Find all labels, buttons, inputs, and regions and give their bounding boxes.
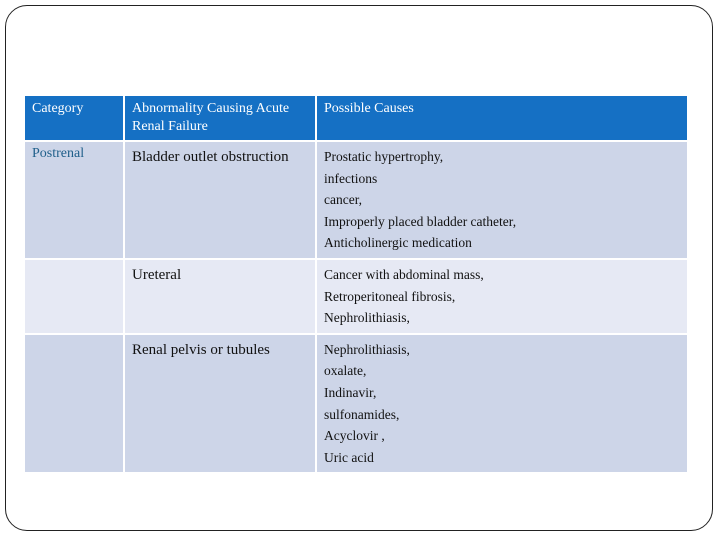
category-cell [25,260,123,333]
cause-item: Indinavir, [324,384,377,400]
causes-cell [317,260,687,333]
abnormality-cell: Bladder outlet obstruction [125,142,315,258]
cause-item: Uric acid [324,449,374,465]
cause-item: sulfonamides, [324,406,400,422]
table-row [25,260,687,333]
cause-item: Anticholinergic medication [324,235,472,251]
header-causes: Possible Causes [317,96,687,140]
table-header-row [25,96,687,140]
category-cell [25,335,123,473]
cause-item: infections [324,170,378,186]
table-row [25,335,687,473]
header-abnormality: Abnormality Causing Acute Renal Failure [125,96,315,140]
causes-cell [317,142,687,258]
causes-cell [317,335,687,473]
table-row [25,142,687,258]
cause-item: Acyclovir , [324,428,385,444]
cause-item: Improperly placed bladder catheter, [324,213,517,229]
cause-item: Nephrolithiasis, [324,310,410,326]
cause-item: Prostatic hypertrophy, [324,149,444,164]
abnormality-cell: Ureteral [125,260,315,333]
cause-item: oxalate, [324,363,367,379]
category-cell: Postrenal [25,142,123,258]
cause-item: Cancer with abdominal mass, [324,266,484,282]
header-category: Category [25,96,123,140]
abnormality-cell: Renal pelvis or tubules [125,335,315,473]
cause-item: Retroperitoneal fibrosis, [324,288,456,304]
acute-renal-failure-table [23,94,689,474]
cause-item: cancer, [324,192,363,208]
cause-item: Nephrolithiasis, [324,341,410,357]
